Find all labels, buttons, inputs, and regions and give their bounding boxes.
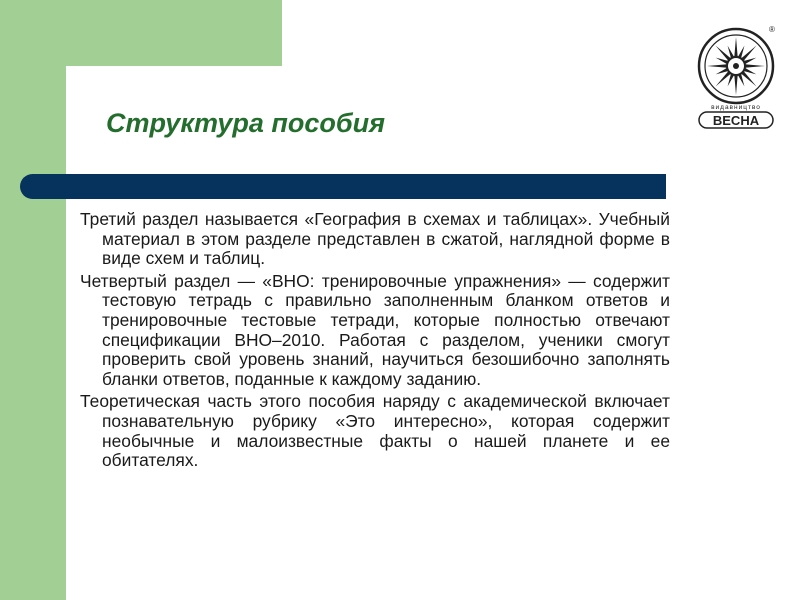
header-divider-bar (20, 174, 666, 199)
star-sun-icon (690, 20, 790, 130)
logo-ray (707, 64, 727, 67)
paragraph-fourth-section: Четвертый раздел — «ВНО: тренировочные упражнения» — содержит тестовую тетрадь с правильно заполненным бланком ответов и тренировочные тестовые тетради, которые полностью отвечают спецификации ВНО–2010. Работая с разделом, ученики смогут проверить свой уровень знаний, научиться безошибочно заполнять бланки ответов, поданные к каждому заданию. (80, 270, 670, 389)
logo-ray (745, 64, 765, 67)
slide-title: Структура пособия (106, 108, 385, 138)
logo-small-text: видавництво (711, 104, 761, 111)
logo-ray (734, 75, 737, 95)
publisher-logo (690, 20, 790, 130)
registered-mark: ® (769, 25, 775, 34)
logo-ray (734, 37, 737, 57)
slide-body (80, 210, 670, 474)
paragraph-third-section: Третий раздел называется «География в схемах и таблицах». Учебный материал в этом разделе представлен в сжатой, наглядной форме в виде схем и таблиц. (80, 209, 670, 269)
paragraph-theory: Теоретическая часть этого пособия наряду с академической включает познавательную рубрику «Это интересно», которая содержит необычные и малоизвестные факты о нашей планете и ее обитателях. (80, 391, 670, 471)
logo-name: ВЕСНА (712, 113, 760, 128)
background-green-left (0, 0, 66, 600)
